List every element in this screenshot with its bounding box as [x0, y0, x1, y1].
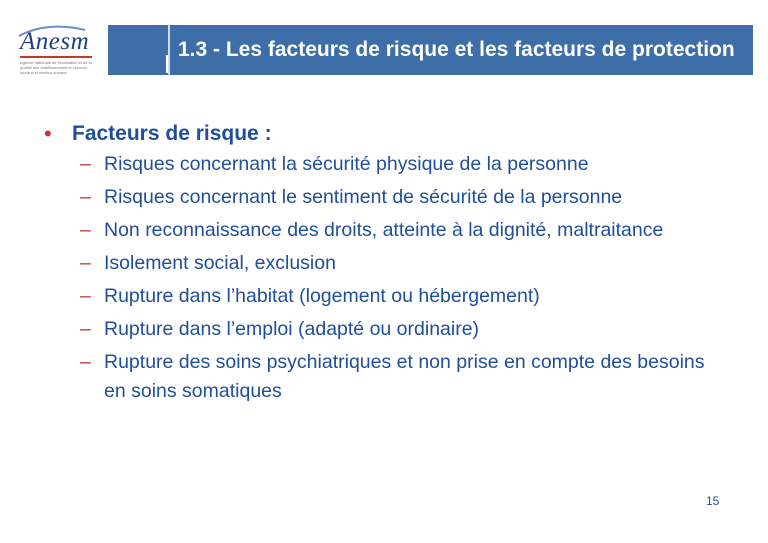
slide-content [44, 118, 724, 410]
list-item [44, 348, 724, 406]
bullet-dot-icon: • [44, 121, 52, 146]
title-tick [166, 55, 168, 73]
list-item-text: Rupture dans l’habitat (logement ou hébergement) [104, 285, 540, 307]
dash-icon: – [80, 219, 91, 241]
list-item [44, 183, 724, 212]
bullet-heading [44, 118, 724, 150]
list-item [44, 282, 724, 311]
dash-icon: – [80, 285, 91, 307]
dash-icon: – [80, 252, 91, 274]
dash-icon: – [80, 318, 91, 340]
list-item-text: Non reconnaissance des droits, atteinte à la dignité, maltraitance [104, 219, 664, 241]
title-divider [168, 25, 170, 75]
logo-text: Anesm [20, 28, 90, 55]
list-item-text: Risques concernant le sentiment de sécurité de la personne [104, 186, 623, 208]
list-item [44, 150, 724, 179]
dash-icon: – [80, 153, 91, 175]
bullet-heading-text: Facteurs de risque : [72, 122, 272, 145]
page-number: 15 [706, 494, 720, 508]
list-item-text: Risques concernant la sécurité physique de la personne [104, 153, 589, 175]
slide-title: 1.3 - Les facteurs de risque et les facteurs de protection [178, 38, 735, 61]
list-item-text: Isolement social, exclusion [104, 252, 336, 274]
anesm-logo [14, 14, 98, 78]
list-item [44, 249, 724, 278]
list-item-text: Rupture des soins psychiatriques et non prise en compte des besoins en soins somatiques [104, 351, 705, 402]
logo-subtitle: Agence nationale de l'évaluation et de la qualité des établissements et services sociaux et médico-sociaux [20, 60, 92, 75]
dash-icon: – [80, 186, 91, 208]
logo-divider [20, 56, 92, 58]
list-item [44, 315, 724, 344]
list-item [44, 216, 724, 245]
list-item-text: Rupture dans l’emploi (adapté ou ordinaire) [104, 318, 480, 340]
risk-factor-list [44, 150, 724, 406]
dash-icon: – [80, 351, 91, 373]
title-bar [108, 25, 753, 75]
